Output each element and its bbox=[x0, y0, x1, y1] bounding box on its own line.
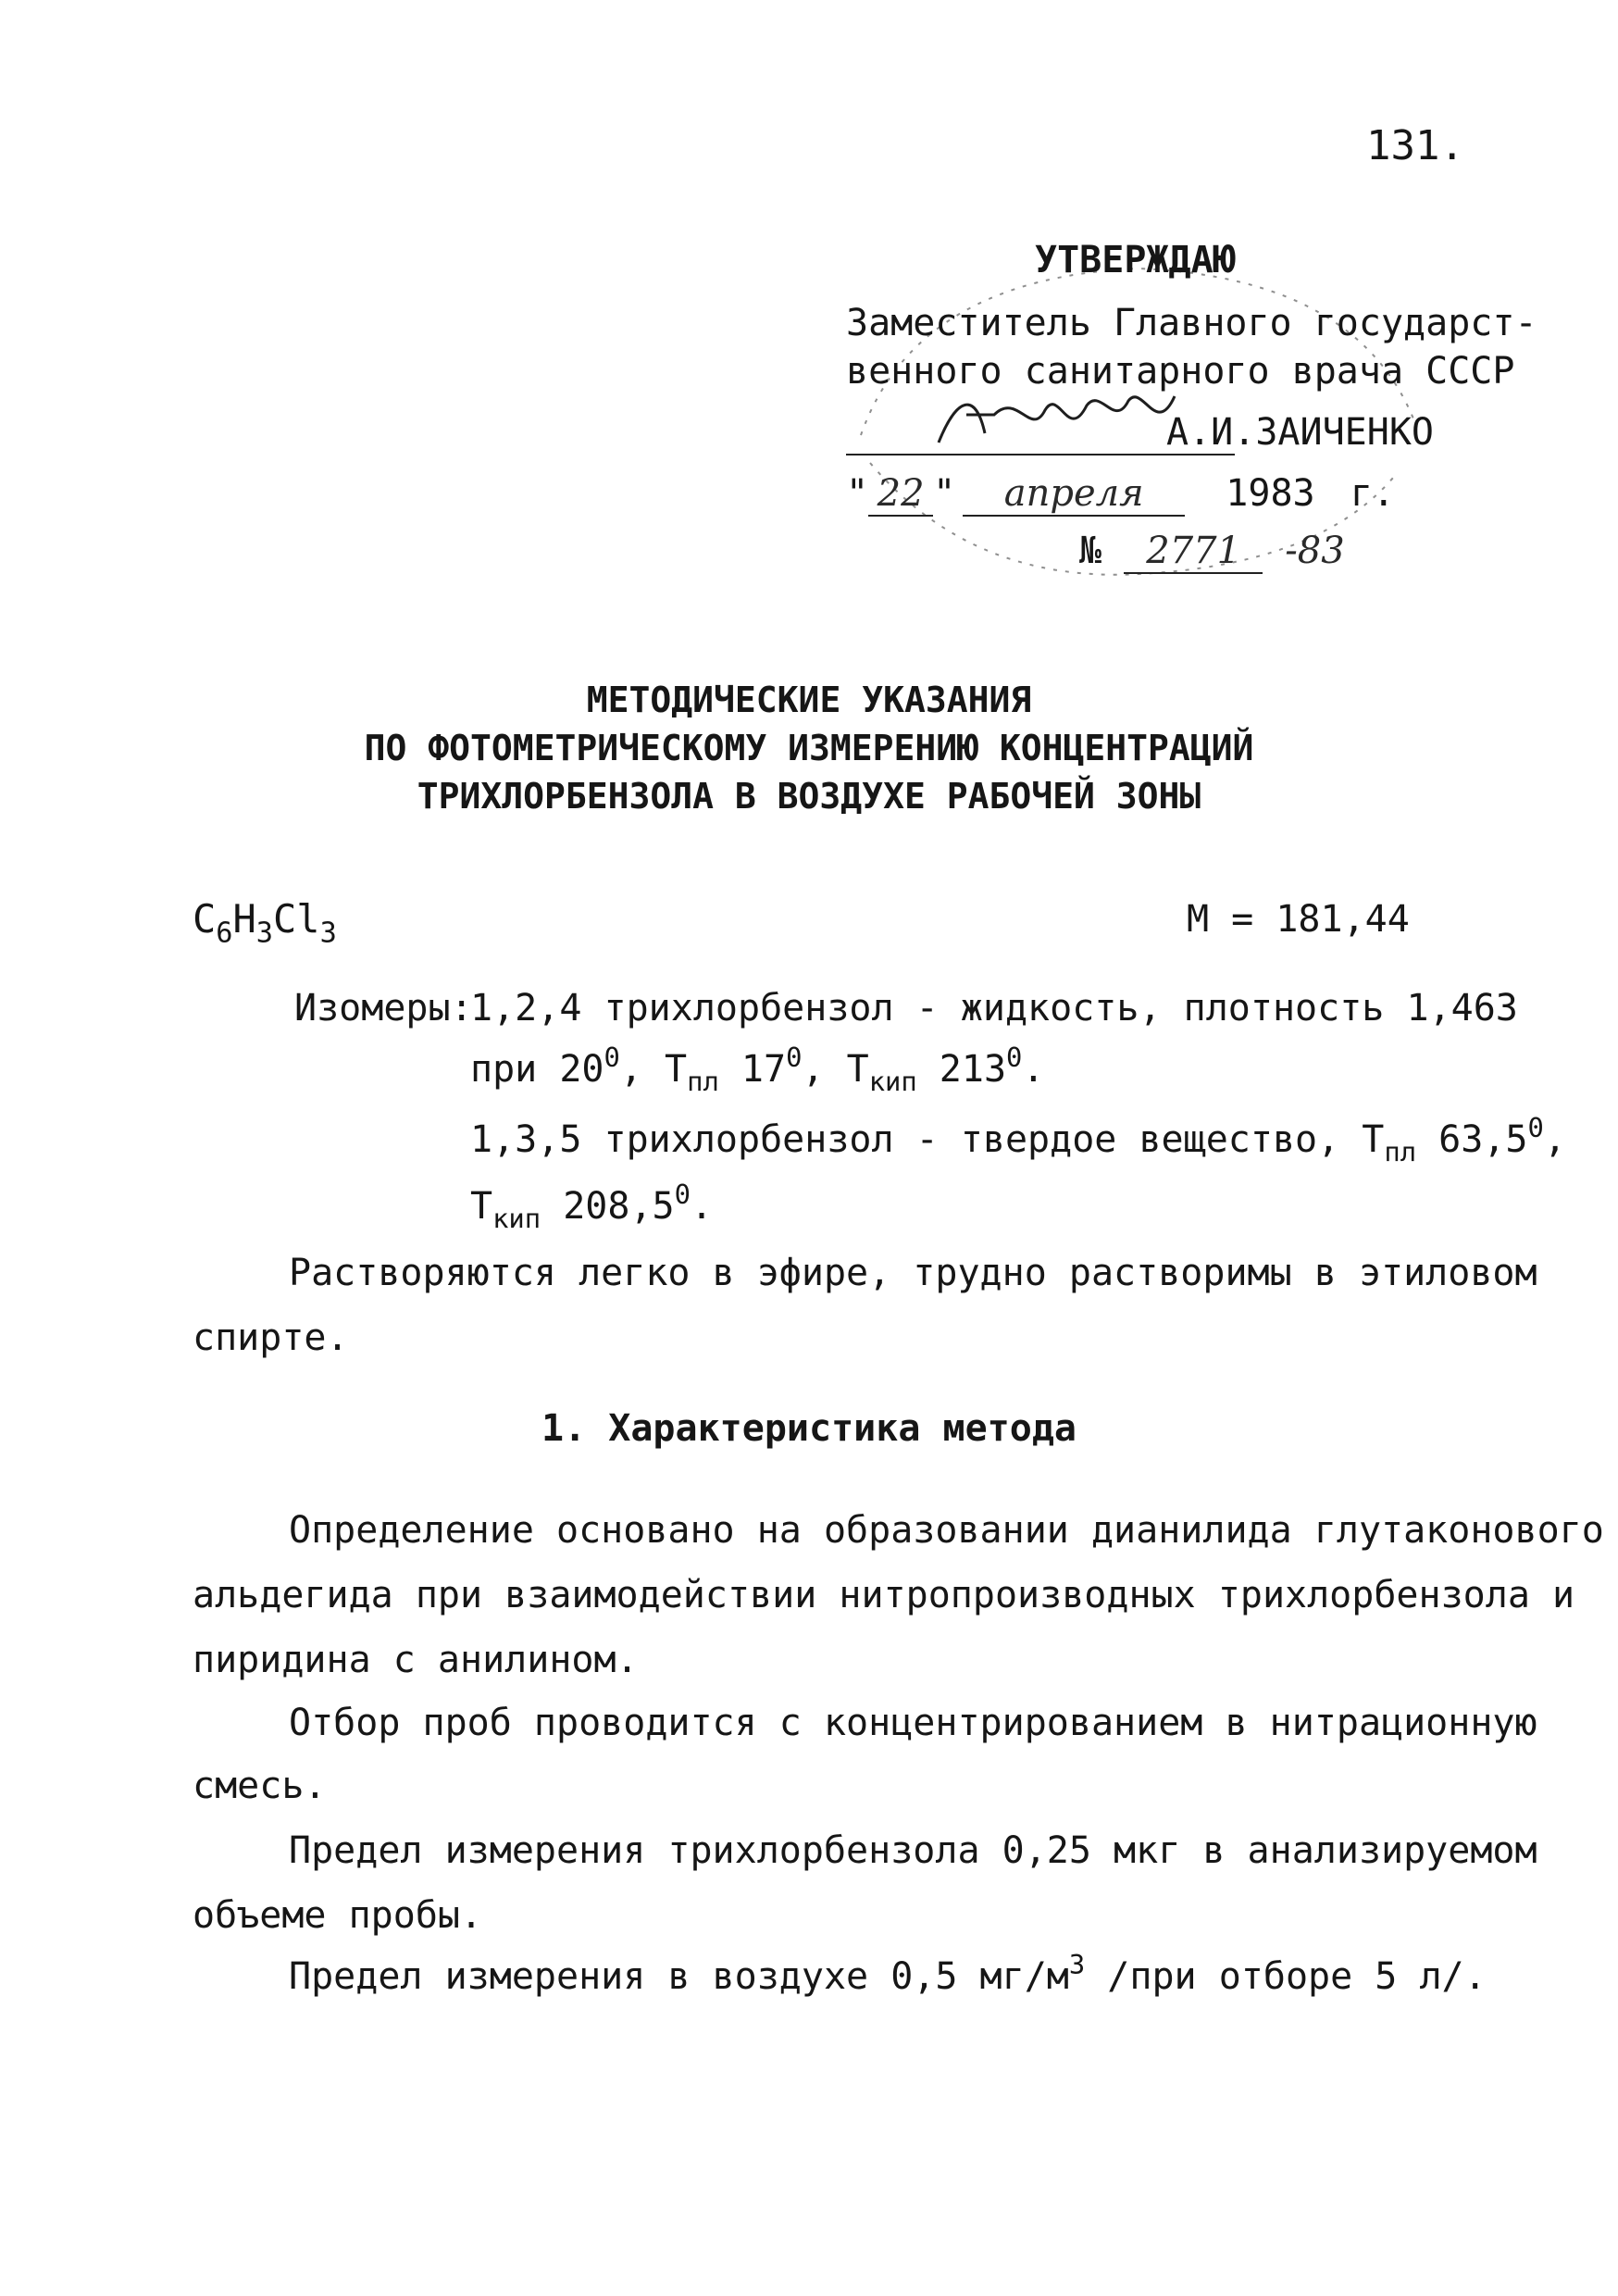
boil-value-2: 208,5 bbox=[541, 1185, 675, 1228]
solubility-line1: Растворяются легко в эфире, трудно растворимы в этиловом bbox=[289, 1252, 1537, 1294]
formula-h: H bbox=[232, 896, 256, 942]
number-suffix: -83 bbox=[1285, 530, 1345, 572]
formula-h-sub: 3 bbox=[255, 917, 273, 950]
t-boil-2-sub: кип bbox=[492, 1203, 541, 1235]
isomers-label: Изомеры: bbox=[294, 987, 473, 1029]
air-limit-sampling: /при отборе 5 л/. bbox=[1085, 1955, 1487, 1998]
number-prefix: № bbox=[1079, 530, 1102, 572]
handwritten-signature-icon bbox=[929, 387, 1207, 452]
approval-position-line1: Заместитель Главного государст- bbox=[846, 302, 1537, 344]
formula-cl: Cl bbox=[273, 896, 320, 942]
end-2: . bbox=[690, 1185, 714, 1228]
approval-heading: УТВЕРЖДАЮ bbox=[1035, 239, 1236, 281]
section1-p3-line1: Предел измерения трихлорбензола 0,25 мкг в анализируемом bbox=[289, 1829, 1537, 1872]
section1-p3-line2: объеме пробы. bbox=[193, 1894, 483, 1937]
isomer-124-line1: 1,2,4 трихлорбензол - жидкость, плотность 1,463 bbox=[470, 987, 1518, 1029]
date-day: 22 bbox=[868, 472, 933, 517]
t-melt-1: Т bbox=[665, 1048, 688, 1091]
isomer-124-temp: при 20 bbox=[470, 1048, 604, 1091]
t-boil-2: Т bbox=[470, 1185, 493, 1228]
melt-value-2: 63,5 bbox=[1416, 1118, 1528, 1161]
isomer-135-text: 1,3,5 трихлорбензол - твердое вещество, Т bbox=[470, 1118, 1385, 1161]
section1-p2-line2: смесь. bbox=[193, 1765, 327, 1807]
isomer-135-line2 bbox=[470, 1179, 714, 1235]
t-melt-2-sub: пл bbox=[1384, 1136, 1417, 1168]
approval-date bbox=[846, 472, 1395, 517]
t-boil-1: Т bbox=[846, 1048, 869, 1091]
approval-position-line2: венного санитарного врача СССР bbox=[846, 350, 1515, 393]
date-year: 1983 bbox=[1226, 472, 1315, 515]
formula-cl-sub: 3 bbox=[319, 917, 337, 950]
section1-p1-line3: пиридина с анилином. bbox=[193, 1639, 639, 1681]
section1-p1-line1: Определение основано на образовании дианилида глутаконового bbox=[289, 1509, 1604, 1552]
cubic-sup: 3 bbox=[1068, 1949, 1086, 1981]
date-close-quote: " bbox=[933, 472, 956, 515]
formula-c-sub: 6 bbox=[216, 917, 233, 950]
number-value: 2771 bbox=[1124, 530, 1263, 574]
approver-name: А.И.ЗАИЧЕНКО bbox=[1166, 411, 1434, 454]
sep-2: , bbox=[802, 1048, 825, 1091]
isomer-135-line1 bbox=[470, 1112, 1566, 1168]
degree-5: 0 bbox=[674, 1179, 691, 1211]
section1-p2-line1: Отбор проб проводится с концентрированием в нитрационную bbox=[289, 1702, 1537, 1744]
sep-1: , bbox=[619, 1048, 642, 1091]
section1-p4 bbox=[289, 1949, 1487, 1998]
page-number: 131. bbox=[1366, 122, 1464, 169]
degree-3: 0 bbox=[1006, 1042, 1023, 1074]
t-melt-1-sub: пл bbox=[687, 1066, 719, 1098]
isomer-124-line2 bbox=[470, 1042, 1045, 1098]
melt-value-1: 17 bbox=[718, 1048, 787, 1091]
t-boil-1-sub: кип bbox=[868, 1066, 917, 1098]
degree-1: 0 bbox=[604, 1042, 620, 1074]
boil-value-1: 213 bbox=[916, 1048, 1007, 1091]
degree-2: 0 bbox=[786, 1042, 803, 1074]
date-open-quote: " bbox=[846, 472, 869, 515]
degree-4: 0 bbox=[1527, 1112, 1544, 1144]
section1-p1-line2: альдегида при взаимодействии нитропроизводных трихлорбензола и bbox=[193, 1574, 1575, 1616]
approval-number bbox=[1079, 530, 1345, 574]
section-heading: 1. Характеристика метода bbox=[541, 1407, 1077, 1450]
chemical-formula bbox=[193, 896, 337, 950]
doc-title-line3: ТРИХЛОРБЕНЗОЛА В ВОЗДУХЕ РАБОЧЕЙ ЗОНЫ bbox=[417, 776, 1201, 817]
formula-c: C bbox=[193, 896, 217, 942]
doc-title-line2: ПО ФОТОМЕТРИЧЕСКОМУ ИЗМЕРЕНИЮ КОНЦЕНТРАЦИЙ bbox=[364, 728, 1254, 768]
solubility-line2: спирте. bbox=[193, 1316, 349, 1359]
date-suffix: г. bbox=[1350, 472, 1395, 515]
date-month: апреля bbox=[963, 472, 1185, 517]
molar-mass: М = 181,44 bbox=[1187, 898, 1410, 941]
end-1: . bbox=[1022, 1048, 1045, 1091]
sep-3: , bbox=[1543, 1118, 1566, 1161]
air-limit-text: Предел измерения в воздухе 0,5 мг/м bbox=[289, 1955, 1069, 1998]
doc-title-line1: МЕТОДИЧЕСКИЕ УКАЗАНИЯ bbox=[586, 680, 1032, 720]
